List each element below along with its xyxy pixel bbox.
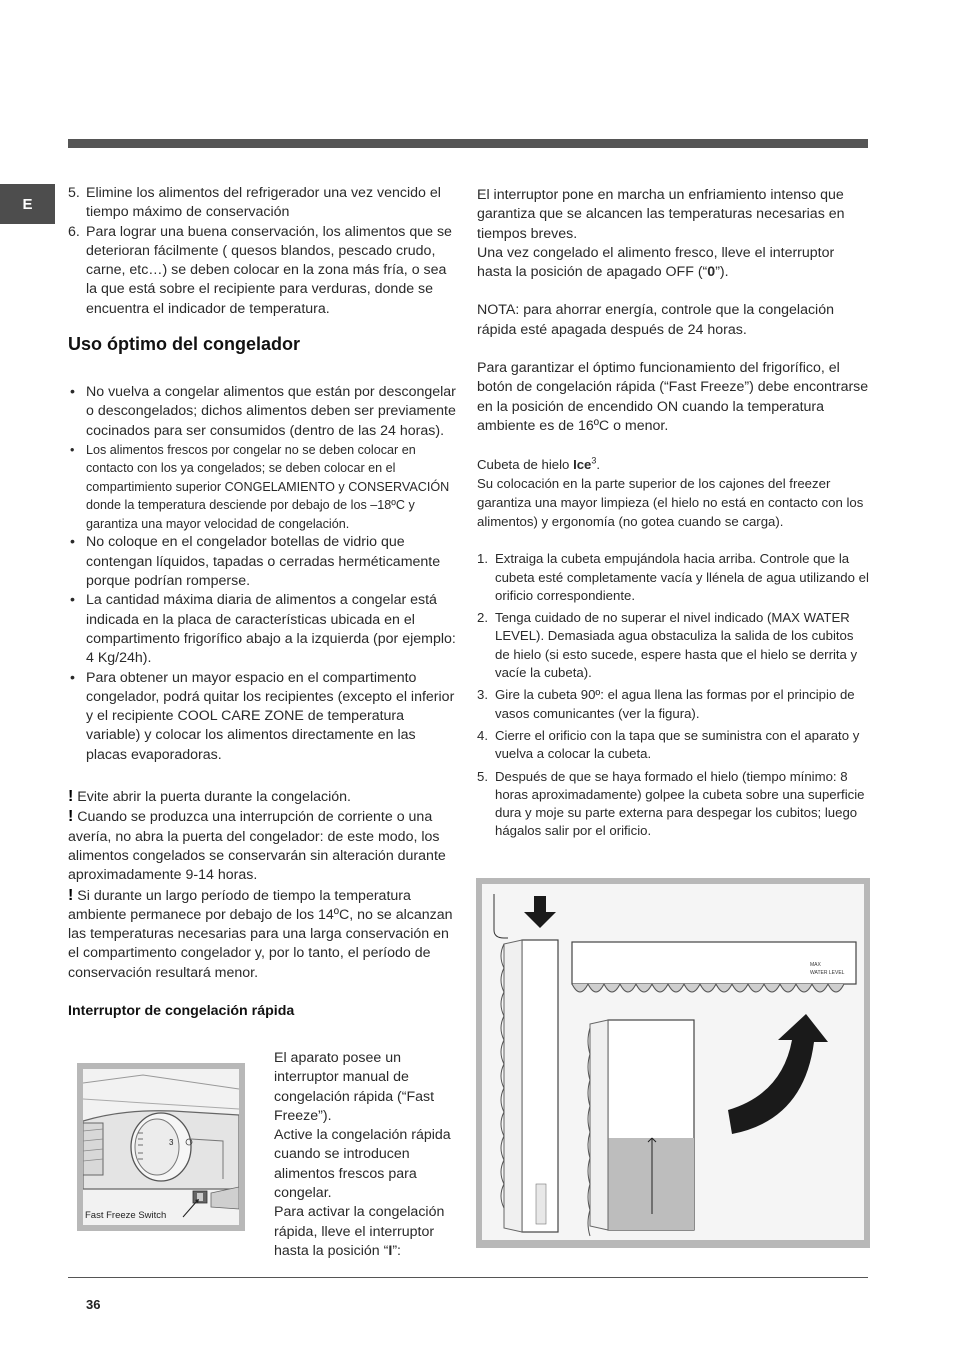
list-item: 5. Elimine los alimentos del refrigerador una vez vencido el tiempo máximo de conservación [68, 185, 441, 221]
paragraph: Su colocación en la parte superior de los cajones del freezer garantiza una mayor limpieza (el hielo no está en contacto con los alimentos) y ergonomía (no gotea cuando se carga). [477, 476, 864, 530]
figure-caption: Fast Freeze Switch [85, 1210, 167, 1221]
footer-rule [68, 1277, 868, 1278]
ice-steps [477, 550, 869, 840]
tray-label-max: MAX [810, 962, 821, 968]
switch-drawing [83, 1069, 239, 1225]
ice-label: Cubeta de hielo Ice$^3$. [477, 455, 601, 473]
ice-tray-figure [476, 878, 870, 1248]
paragraph: Para garantizar el óptimo funcionamiento del frigorífico, el botón de congelación rápida (“Fast Freeze”) debe encontrarse en la posición de encendido ON cuando la temperatura ambiente es de 16ºC o menor. [477, 360, 869, 434]
paragraph: Una vez congelado el alimento fresco, lleve el interruptor hasta la posición de apagado OFF (“0”). [477, 244, 835, 281]
list-item: 3. Gire la cubeta 90º: el agua llena las formas por el principio de vasos comunicantes (ver la figura). [477, 687, 855, 721]
section-heading: Uso óptimo del congelador [68, 334, 301, 355]
page-number: 36 [86, 1297, 101, 1312]
list-item: • La cantidad máxima diaria de alimentos a congelar está indicada en la placa de características ubicada en el compartimento frigorífico abajo a la izquierda (por ejemplo: 4 Kg/24h). [70, 592, 456, 667]
dial-label: 3 [169, 1138, 174, 1147]
list-item: 6. Para lograr una buena conservación, los alimentos que se deterioran fácilmente ( quesos blandos, pescado crudo, carne, etc…) se deben colocar en la zona más fría, o sea la que está sobre el recipiente para verduras, donde se encuentra el indicador de temperatura. [68, 223, 452, 317]
ice-tray-drawing [482, 884, 864, 1240]
fast-freeze-illustration [83, 1069, 239, 1225]
language-tab: E [0, 184, 55, 224]
conservation-list [68, 184, 458, 319]
warnings [68, 787, 458, 983]
tray-label-water: WATER LEVEL [810, 970, 845, 976]
ice-tray-illustration [482, 884, 864, 1240]
list-item: • No coloque en el congelador botellas de vidrio que contengan líquidos, tapadas o cerradas herméticamente porque podrían romperse. [70, 534, 441, 590]
list-item: 5. Después de que se haya formado el hielo (tiempo mínimo: 8 horas aproximadamente) golpee la cubeta sobre una superficie dura y moje su parte externa para despegar los cubitos; luego hágalos salir por el orificio. [477, 768, 865, 839]
header-rule [68, 139, 868, 148]
freezer-bullets [68, 383, 458, 765]
switch-description: El aparato posee un interruptor manual de congelación rápida (“Fast Freeze”). Active la congelación rápida cuando se introducen alimentos frescos para congelar. Para activar la congelación rápida, lleve el interruptor hasta la posición “I”: [274, 1050, 451, 1259]
paragraph: NOTA: para ahorrar energía, controle que la congelación rápida esté apagada después de 24 horas. [477, 302, 834, 338]
paragraph: El interruptor pone en marcha un enfriamiento intenso que garantiza que se alcancen las temperaturas necesarias en tiempos breves. [477, 187, 845, 242]
left-column [68, 184, 458, 1021]
fast-freeze-figure [77, 1063, 245, 1231]
subheading: Interruptor de congelación rápida [68, 1003, 295, 1019]
list-item: • Los alimentos frescos por congelar no se deben colocar en contacto con los ya congelados; se deben colocar en el compartimiento superior CONGELAMIENTO y CONSERVACIÓN donde la temperatura desciende por debajo de los –18ºC y garantiza una mayor velocidad de congelación. [70, 442, 450, 531]
list-item: 1. Extraiga la cubeta empujándola hacia arriba. Controle que la cubeta esté completamente vacía y llénela de agua utilizando el orificio correspondiente. [477, 551, 869, 603]
list-item: • Para obtener un mayor espacio en el compartimento congelador, podrá quitar los recipientes (excepto el inferior y el recipiente COOL CARE ZONE de temperatura variable) y colocar los alimentos directamente en las placas evaporadoras. [70, 669, 455, 763]
list-item: 4. Cierre el orificio con la tapa que se suministra con el aparato y vuelva a colocar la cubeta. [477, 727, 860, 762]
list-item: 2. Tenga cuidado de no superar el nivel indicado (MAX WATER LEVEL). Demasiada agua obstaculiza la salida de los cubitos de hielo (si esto sucede, espere hasta que el hielo se derrita y vacíe la cubeta). [477, 610, 858, 681]
warning-item: ! Si durante un largo período de tiempo la temperatura ambiente permanece por debajo de los 14ºC, no se alcanzan las temperaturas necesarias para una larga conservación en el compartimento congelador y, por lo tanto, el período de conservación resultará menor. [68, 886, 453, 981]
warning-item: ! Cuando se produzca una interrupción de corriente o una avería, no abra la puerta del congelador: de este modo, los alimentos congelados se conservarán sin alteración durante aproximadamente 9-14 horas. [68, 808, 446, 884]
list-item: • No vuelva a congelar alimentos que están por descongelar o descongelados; dichos alimentos deben ser previamente cocinados para ser consumidos (dentro de las 24 horas). [70, 384, 456, 439]
right-column [477, 186, 869, 845]
warning-item: ! Evite abrir la puerta durante la congelación. [68, 788, 351, 806]
